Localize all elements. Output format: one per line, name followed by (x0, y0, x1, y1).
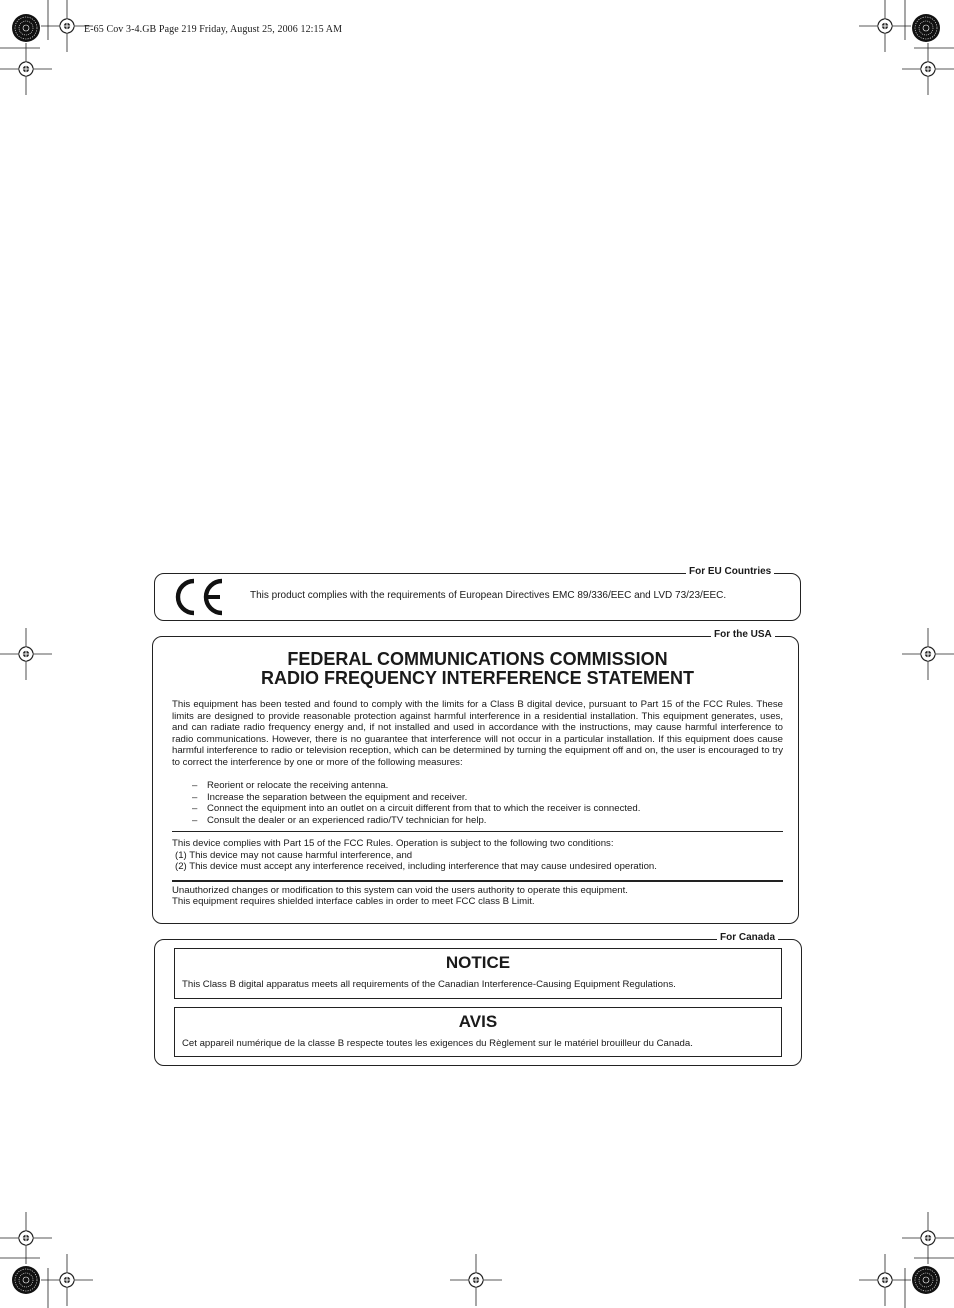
fcc-paragraph: This equipment has been tested and found to comply with the limits for a Class B digital device, pursuant to Part 15 of the FCC Rules. These limits are designed to provide reasonable protection against harmful interference in a residential installation. This equipment generates, uses, and can radiate radio frequency energy and, if not installed and used in accordance with the instructions, may cause harmful interference to radio communications. However, there is no guarantee that interference will not occur in a particular installation. If this equipment does cause harmful interference to radio or television reception, which can be determined by turning the equipment off and on, the user is encouraged to try to correct the interference by one or more of the following measures: (172, 699, 783, 768)
interference-measures-list (192, 780, 782, 826)
list-item: – Increase the separation between the equipment and receiver. (192, 791, 468, 803)
crosshair-icon (902, 628, 954, 680)
usa-section-label: For the USA (711, 629, 775, 640)
eu-section-label: For EU Countries (686, 566, 774, 577)
crosshair-icon (41, 1254, 93, 1306)
crosshair-icon (902, 1212, 954, 1264)
shielded-cables-note: This equipment requires shielded interface cables in order to meet FCC class B Limit. (172, 896, 535, 907)
list-item: – Connect the equipment into an outlet on a circuit different from that to which the receiver is connected. (192, 803, 641, 815)
dash-marker: – (192, 814, 198, 826)
ce-mark-icon (170, 577, 228, 617)
list-item: – Consult the dealer or an experienced radio/TV technician for help. (192, 814, 487, 826)
avis-title: AVIS (458, 1012, 498, 1031)
condition-2: (2) This device must accept any interference received, including interference that may cause undesired operation. (175, 861, 657, 872)
print-header: E-65 Cov 3-4.GB Page 219 Friday, August 25, 2006 12:15 AM (84, 24, 343, 35)
dash-marker: – (192, 780, 198, 791)
crosshair-icon (41, 0, 93, 52)
part15-intro: This device complies with Part 15 of the FCC Rules. Operation is subject to the following two conditions: (172, 838, 614, 849)
avis-box (174, 1007, 782, 1057)
condition-1: (1) This device may not cause harmful interference, and (175, 850, 413, 861)
notice-title: NOTICE (445, 953, 511, 972)
dash-marker: – (192, 803, 198, 815)
crosshair-icon (902, 43, 954, 95)
crosshair-icon (0, 43, 52, 95)
registration-star-icon (912, 1266, 940, 1294)
crosshair-icon (0, 628, 52, 680)
eu-compliance-text: This product complies with the requirements of European Directives EMC 89/336/EEC and LVD 73/23/EEC. (250, 590, 727, 601)
fcc-title-line1: FEDERAL COMMUNICATIONS COMMISSION (287, 649, 668, 669)
canada-section-label: For Canada (717, 932, 778, 943)
registration-star-icon (12, 1266, 40, 1294)
crosshair-icon (450, 1254, 502, 1306)
list-item: – Reorient or relocate the receiving antenna. (192, 780, 389, 791)
crosshair-icon (859, 1254, 911, 1306)
registration-star-icon (912, 14, 940, 42)
avis-text: Cet appareil numérique de la classe B respecte toutes les exigences du Règlement sur le matériel brouilleur du Canada. (182, 1038, 693, 1049)
dash-marker: – (192, 791, 198, 803)
crosshair-icon (0, 1212, 52, 1264)
registration-star-icon (12, 14, 40, 42)
divider (172, 880, 783, 882)
crosshair-icon (859, 0, 911, 52)
unauthorized-changes-warning: Unauthorized changes or modification to this system can void the users authority to operate this equipment. (172, 885, 628, 896)
divider (172, 831, 783, 832)
notice-text: This Class B digital apparatus meets all requirements of the Canadian Interference-Causing Equipment Regulations. (182, 979, 676, 990)
fcc-title-line2: RADIO FREQUENCY INTERFERENCE STATEMENT (260, 668, 695, 688)
notice-box (174, 948, 782, 999)
